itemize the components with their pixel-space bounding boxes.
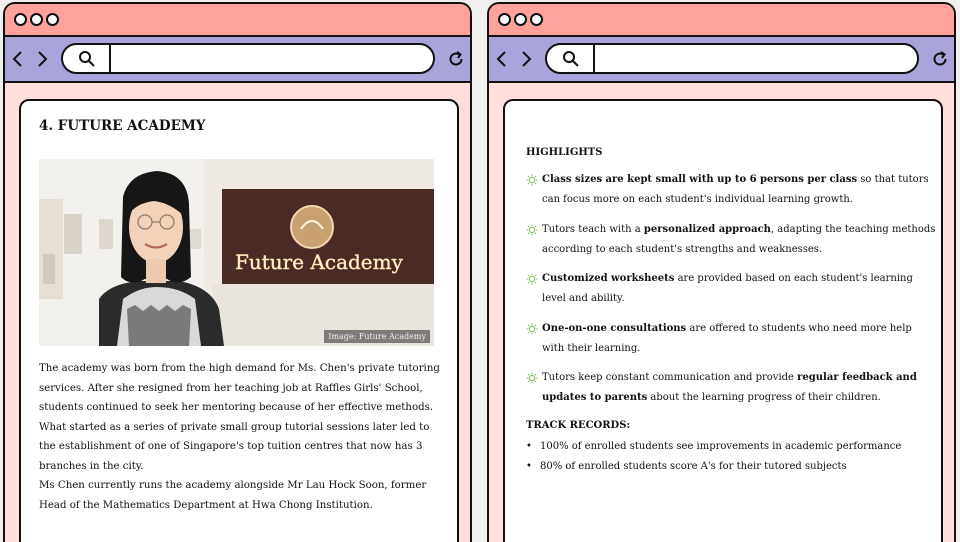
sun-bullet-icon [526,224,538,236]
highlight-item [526,170,936,209]
bullet: • [526,461,532,472]
highlight-item [526,220,936,259]
sign-text: Future Academy [235,250,403,274]
window-dots-icon[interactable] [14,13,59,26]
highlight-item [526,319,936,358]
window-dot[interactable] [30,13,43,26]
sun-bullet-icon [526,273,538,285]
highlight-post: about the learning progress of their children. [647,391,881,403]
highlight-bold: One-on-one consultations [542,323,687,334]
photo-illustration [39,159,434,346]
sun-bullet-icon [526,174,538,186]
search-icon[interactable] [78,50,96,68]
window-dots-icon[interactable] [498,13,543,26]
track-records-heading: TRACK RECORDS: [526,420,631,431]
highlight-pre: Tutors teach with a [542,224,644,235]
forward-arrow-icon[interactable] [35,47,49,71]
highlight-bold: personalized approach [643,224,771,235]
back-arrow-icon[interactable] [11,47,25,71]
address-divider [593,45,595,72]
highlight-pre: Tutors keep constant communication and provide [542,372,798,383]
window-dot[interactable] [14,13,27,26]
address-divider [109,45,111,72]
nav-bar [5,37,470,83]
window-dot[interactable] [530,13,543,26]
sun-bullet-icon [526,323,538,335]
forward-arrow-icon[interactable] [519,47,533,71]
article-photo [39,159,434,346]
bullet: • [526,441,532,452]
nav-bar [489,37,954,83]
highlight-bold: Class sizes are kept small with up to 6 persons per class [542,174,858,185]
address-bar[interactable] [545,43,919,74]
highlights-heading: HIGHLIGHTS [526,147,603,158]
search-icon[interactable] [562,50,580,68]
browser-window-left [3,2,472,542]
highlight-bold: Customized worksheets [542,273,675,284]
highlight-post: , adapting the teaching methods according to each student's strengths and weaknesses. [542,224,936,255]
track-record-text: 80% of enrolled students score A's for their tutored subjects [540,461,847,472]
article-title: 4. FUTURE ACADEMY [39,118,206,134]
title-bar [5,4,470,37]
image-caption: Image: Future Academy [324,330,430,343]
highlight-post: are provided based on each student's learning level and ability. [542,273,913,304]
highlight-post: so that tutors can focus more on each student's individual learning growth. [542,174,929,205]
reload-icon[interactable] [931,50,949,68]
page-content [503,99,943,542]
highlight-bold: regular feedback and updates to parents [542,372,917,403]
back-arrow-icon[interactable] [495,47,509,71]
highlight-post: are offered to students who need more help with their learning. [542,323,912,354]
sun-bullet-icon [526,372,538,384]
window-dot[interactable] [46,13,59,26]
browser-window-right [487,2,956,542]
list-item [526,460,847,474]
window-dot[interactable] [498,13,511,26]
list-item [526,440,901,454]
page-content [19,99,459,542]
highlight-item [526,269,936,308]
highlight-item [526,368,936,407]
window-dot[interactable] [514,13,527,26]
title-bar [489,4,954,37]
reload-icon[interactable] [447,50,465,68]
address-bar[interactable] [61,43,435,74]
track-record-text: 100% of enrolled students see improvements in academic performance [540,441,902,452]
article-paragraph-2: Ms Chen currently runs the academy alongside Mr Lau Hock Soon, former Head of the Mathematics Department at Hwa Chong Institution. [39,480,427,511]
article-paragraph-1: The academy was born from the high demand for Ms. Chen's private tutoring services. After she resigned from her teaching job at Raffles Girls' School, students continued to seek her mentoring because of her effective methods. What started as a series of private small group tutorial sessions later led to the establishment of one of Singapore's top tuition centres that now has 3 branches in the city. [39,363,440,472]
